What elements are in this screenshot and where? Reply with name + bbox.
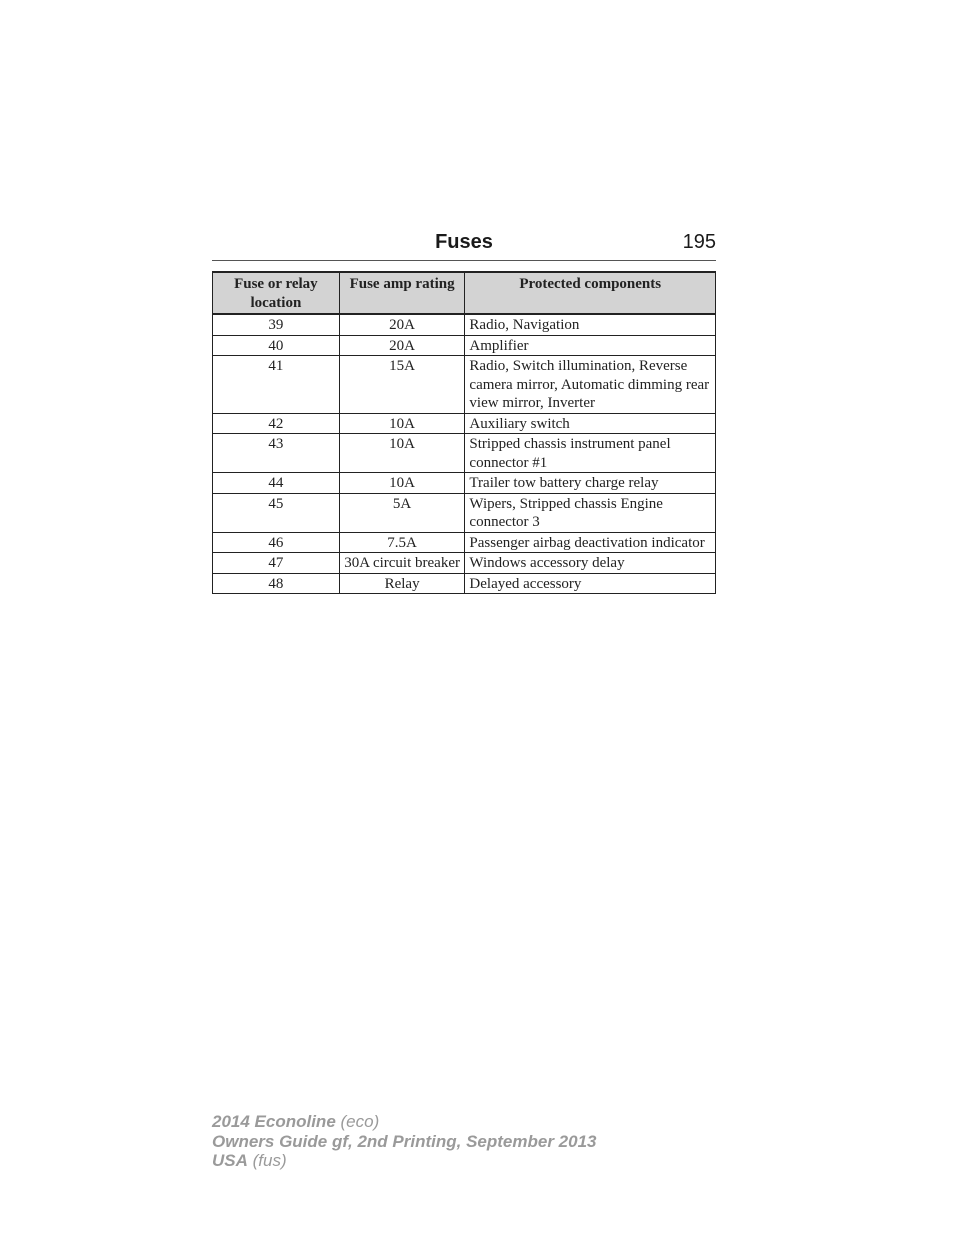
column-header-location: Fuse or relay location — [213, 272, 340, 314]
cell-components: Passenger airbag deactivation indicator — [465, 532, 716, 553]
table-row — [213, 335, 716, 356]
table-row — [213, 532, 716, 553]
table-row — [213, 356, 716, 414]
table-header-row — [213, 272, 716, 314]
page-number: 195 — [682, 231, 716, 253]
cell-location: 47 — [213, 553, 340, 574]
cell-components: Delayed accessory — [465, 573, 716, 594]
table-row — [213, 473, 716, 494]
cell-rating: 20A — [339, 335, 465, 356]
cell-location: 41 — [213, 356, 340, 414]
fuse-table — [212, 271, 716, 594]
cell-rating: 30A circuit breaker — [339, 553, 465, 574]
cell-components: Wipers, Stripped chassis Engine connector 3 — [465, 493, 716, 532]
page-footer — [212, 1112, 596, 1171]
column-header-rating: Fuse amp rating — [339, 272, 465, 314]
footer-line-model — [212, 1112, 596, 1132]
cell-components: Trailer tow battery charge relay — [465, 473, 716, 494]
footer-line-market — [212, 1151, 596, 1171]
cell-location: 48 — [213, 573, 340, 594]
cell-rating: 15A — [339, 356, 465, 414]
cell-rating: 10A — [339, 473, 465, 494]
cell-location: 44 — [213, 473, 340, 494]
section-title: Fuses — [435, 231, 493, 253]
cell-location: 46 — [213, 532, 340, 553]
cell-rating: 10A — [339, 413, 465, 434]
cell-location: 42 — [213, 413, 340, 434]
footer-model-code: (eco) — [340, 1112, 380, 1131]
cell-components: Windows accessory delay — [465, 553, 716, 574]
cell-components: Stripped chassis instrument panel connector #1 — [465, 434, 716, 473]
cell-location: 43 — [213, 434, 340, 473]
footer-market-code: (fus) — [252, 1151, 287, 1170]
column-header-components: Protected components — [465, 272, 716, 314]
cell-components: Radio, Navigation — [465, 314, 716, 335]
table-row — [213, 493, 716, 532]
table-row — [213, 413, 716, 434]
cell-components: Radio, Switch illumination, Reverse camera mirror, Automatic dimming rear view mirror, Inverter — [465, 356, 716, 414]
page-header — [212, 230, 716, 261]
cell-location: 39 — [213, 314, 340, 335]
table-row — [213, 553, 716, 574]
table-row — [213, 434, 716, 473]
cell-rating: Relay — [339, 573, 465, 594]
cell-rating: 7.5A — [339, 532, 465, 553]
cell-location: 45 — [213, 493, 340, 532]
table-row — [213, 573, 716, 594]
table-row — [213, 314, 716, 335]
cell-location: 40 — [213, 335, 340, 356]
cell-rating: 10A — [339, 434, 465, 473]
footer-market-name: USA — [212, 1151, 248, 1170]
footer-line-edition: Owners Guide gf, 2nd Printing, September 2013 — [212, 1131, 597, 1151]
cell-components: Auxiliary switch — [465, 413, 716, 434]
cell-rating: 20A — [339, 314, 465, 335]
footer-model-name: 2014 Econoline — [212, 1112, 336, 1131]
cell-rating: 5A — [339, 493, 465, 532]
cell-components: Amplifier — [465, 335, 716, 356]
